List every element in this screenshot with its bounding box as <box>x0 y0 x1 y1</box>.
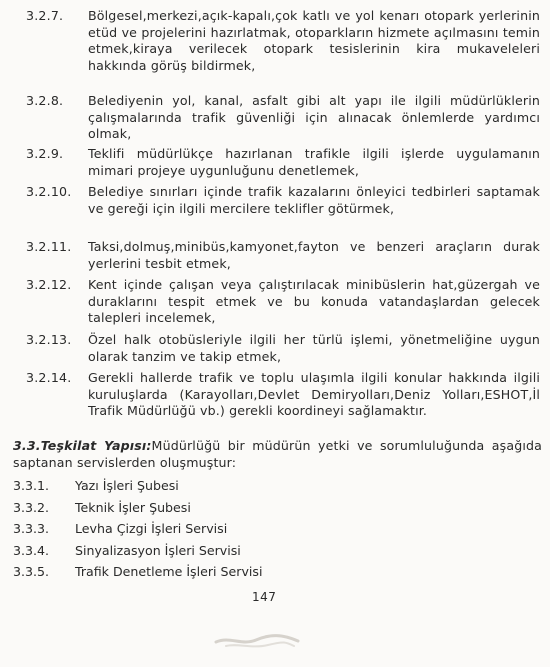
service-item <box>13 564 513 581</box>
item-number: 3.2.11. <box>26 239 72 254</box>
service-item <box>13 521 513 538</box>
item-number: 3.2.13. <box>26 332 72 347</box>
item-text: Kent içinde çalışan veya çalıştırılacak minibüslerin hat,güzergah ve duraklarını tespit etmek ve bu konuda vatandaşlardan gelecek talepleri incelemek, <box>88 277 540 326</box>
item-number: 3.2.12. <box>26 277 72 292</box>
item-text: Özel halk otobüsleriyle ilgili her türlü işlemi, yönetmeliğine uygun olarak tanzim ve takip etmek, <box>88 332 540 364</box>
item-number: 3.2.14. <box>26 370 72 385</box>
list-item-3-2-8 <box>26 93 542 143</box>
service-item <box>13 543 513 560</box>
service-number: 3.3.5. <box>13 564 50 579</box>
item-number: 3.2.7. <box>26 8 64 23</box>
service-number: 3.3.4. <box>13 543 50 558</box>
service-label: Levha Çizgi İşleri Servisi <box>75 521 228 536</box>
item-number: 3.2.9. <box>26 146 64 161</box>
list-item-3-2-12 <box>26 277 542 327</box>
list-item-3-2-11 <box>26 239 542 272</box>
section-heading: 3.3.Teşkilat Yapısı: <box>13 438 152 453</box>
section-text: Müdürlüğü bir müdürün yetki ve sorumluluğunda aşağıda saptanan servislerden oluşmuştur: <box>13 438 542 470</box>
page-number: 147 <box>252 590 277 604</box>
service-label: Trafik Denetleme İşleri Servisi <box>75 564 263 579</box>
service-number: 3.3.1. <box>13 478 50 493</box>
item-number: 3.2.10. <box>26 184 72 199</box>
item-text: Teklifi müdürlükçe hazırlanan trafikle ilgili işlerde uygulamanın mimari projeye uygunluğunu denetlemek, <box>88 146 540 178</box>
item-text: Gerekli hallerde trafik ve toplu ulaşımla ilgili konular hakkında ilgili kuruluşlarda (Karayolları,Devlet Demiryolları,Deniz Yolları,ESHOT,İl Trafik Müdürlüğü vb.) gerekli koordineyi sağlamaktır. <box>88 370 540 419</box>
list-item-3-2-9 <box>26 146 542 179</box>
scan-smudge <box>212 630 302 652</box>
list-item-3-2-7 <box>26 8 542 74</box>
item-number: 3.2.8. <box>26 93 64 108</box>
item-text: Belediye sınırları içinde trafik kazalarını önleyici tedbirleri saptamak ve gereği için ilgili mercilere teklifler götürmek, <box>88 184 540 216</box>
list-item-3-2-13 <box>26 332 542 365</box>
list-item-3-2-14 <box>26 370 542 420</box>
service-item <box>13 478 513 495</box>
section-organization <box>13 438 542 471</box>
service-label: Yazı İşleri Şubesi <box>75 478 179 493</box>
list-item-3-2-10 <box>26 184 542 217</box>
service-number: 3.3.3. <box>13 521 50 536</box>
service-number: 3.3.2. <box>13 500 50 515</box>
service-label: Teknik İşler Şubesi <box>75 500 191 515</box>
item-text: Taksi,dolmuş,minibüs,kamyonet,fayton ve benzeri araçların durak yerlerini tesbit etmek, <box>88 239 540 271</box>
service-label: Sinyalizasyon İşleri Servisi <box>75 543 241 558</box>
service-item <box>13 500 513 517</box>
item-text: Belediyenin yol, kanal, asfalt gibi alt yapı ile ilgili müdürlüklerin çalışmalarında trafik güvenliği için alınacak önlemlerde yardımcı olmak, <box>88 93 540 142</box>
item-text: Bölgesel,merkezi,açık-kapalı,çok katlı ve yol kenarı otopark yerlerinin etüd ve projelerini hazırlatmak, otoparkların hizmete açılmasını temin etmek,kiraya verilecek otopark tesislerinin kira mukaveleleri hakkında görüş bildirmek, <box>88 8 540 73</box>
